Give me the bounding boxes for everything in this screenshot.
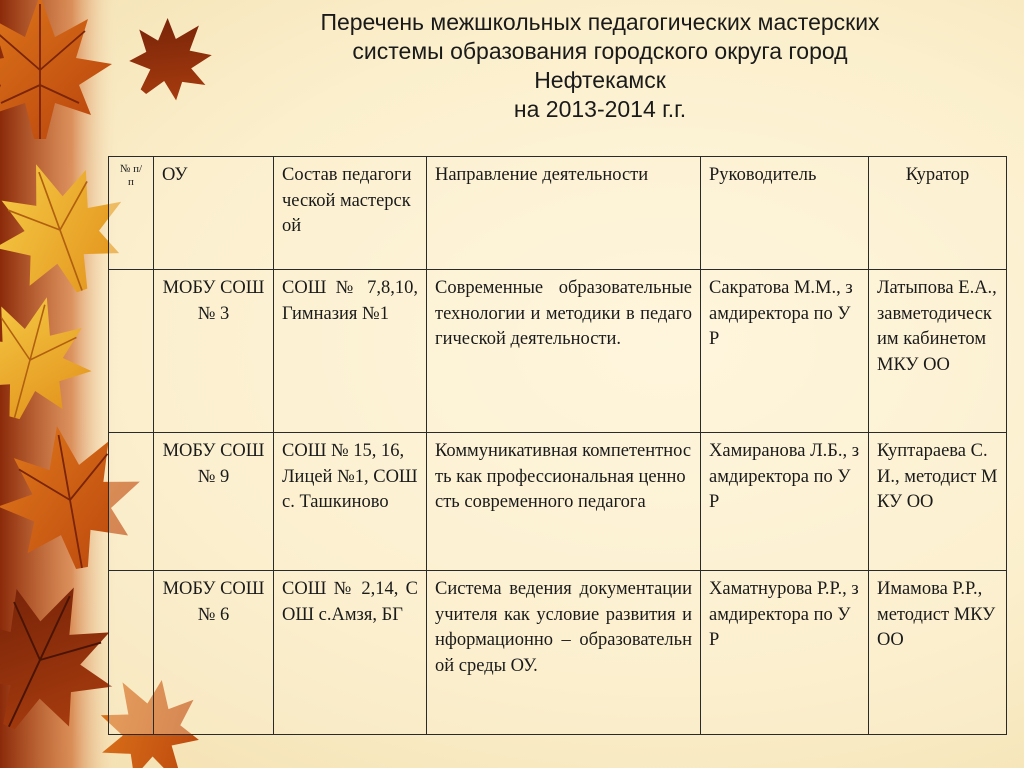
header-leader: Руководитель [701,157,869,270]
row-ou: МОБУ СОШ № 9 [154,433,274,571]
row-curator: Латыпова Е.А., завметодическим кабинетом МКУ ОО [869,270,1007,433]
header-curator: Куратор [869,157,1007,270]
title-line-3: Нефтекамск [534,67,666,93]
table-row [109,571,1007,735]
header-num: № п/п [109,157,154,270]
row-composition: СОШ № 2,14, СОШ с.Амзя, БГ [274,571,427,735]
row-direction: Система ведения документации учителя как условие развития информационно – образовательной среды ОУ. [427,571,701,735]
header-direction: Направление деятельности [427,157,701,270]
row-leader: Хамиранова Л.Б., замдиректора по УР [701,433,869,571]
row-ou: МОБУ СОШ № 3 [154,270,274,433]
row-composition: СОШ № 7,8,10, Гимназия №1 [274,270,427,433]
row-num [109,433,154,571]
row-ou: МОБУ СОШ № 6 [154,571,274,735]
row-num [109,571,154,735]
table-row [109,433,1007,571]
row-curator: Имамова Р.Р., методист МКУ ОО [869,571,1007,735]
title-line-4: на 2013-2014 г.г. [513,96,687,122]
row-leader: Сакратова М.М., замдиректора по УР [701,270,869,433]
slide-title [220,8,980,124]
title-line-2: системы образования городского округа город [352,38,848,64]
header-composition: Состав педагогической мастерской [274,157,427,270]
title-line-1: Перечень межшкольных педагогических мастерских [320,9,880,35]
row-curator: Куптараева С.И., методист МКУ ОО [869,433,1007,571]
row-direction: Современные образовательные технологии и методики в педагогической деятельности. [427,270,701,433]
table-row [109,270,1007,433]
row-composition: СОШ № 15, 16, Лицей №1, СОШ с. Ташкиново [274,433,427,571]
maple-leaf-icon [110,0,232,119]
row-leader: Хаматнурова Р.Р., замдиректора по УР [701,571,869,735]
row-direction: Коммуникативная компетентность как профессиональная ценность современного педагога [427,433,701,571]
row-num [109,270,154,433]
workshops-table [108,156,1007,735]
header-ou: ОУ [154,157,274,270]
table-header-row [109,157,1007,270]
